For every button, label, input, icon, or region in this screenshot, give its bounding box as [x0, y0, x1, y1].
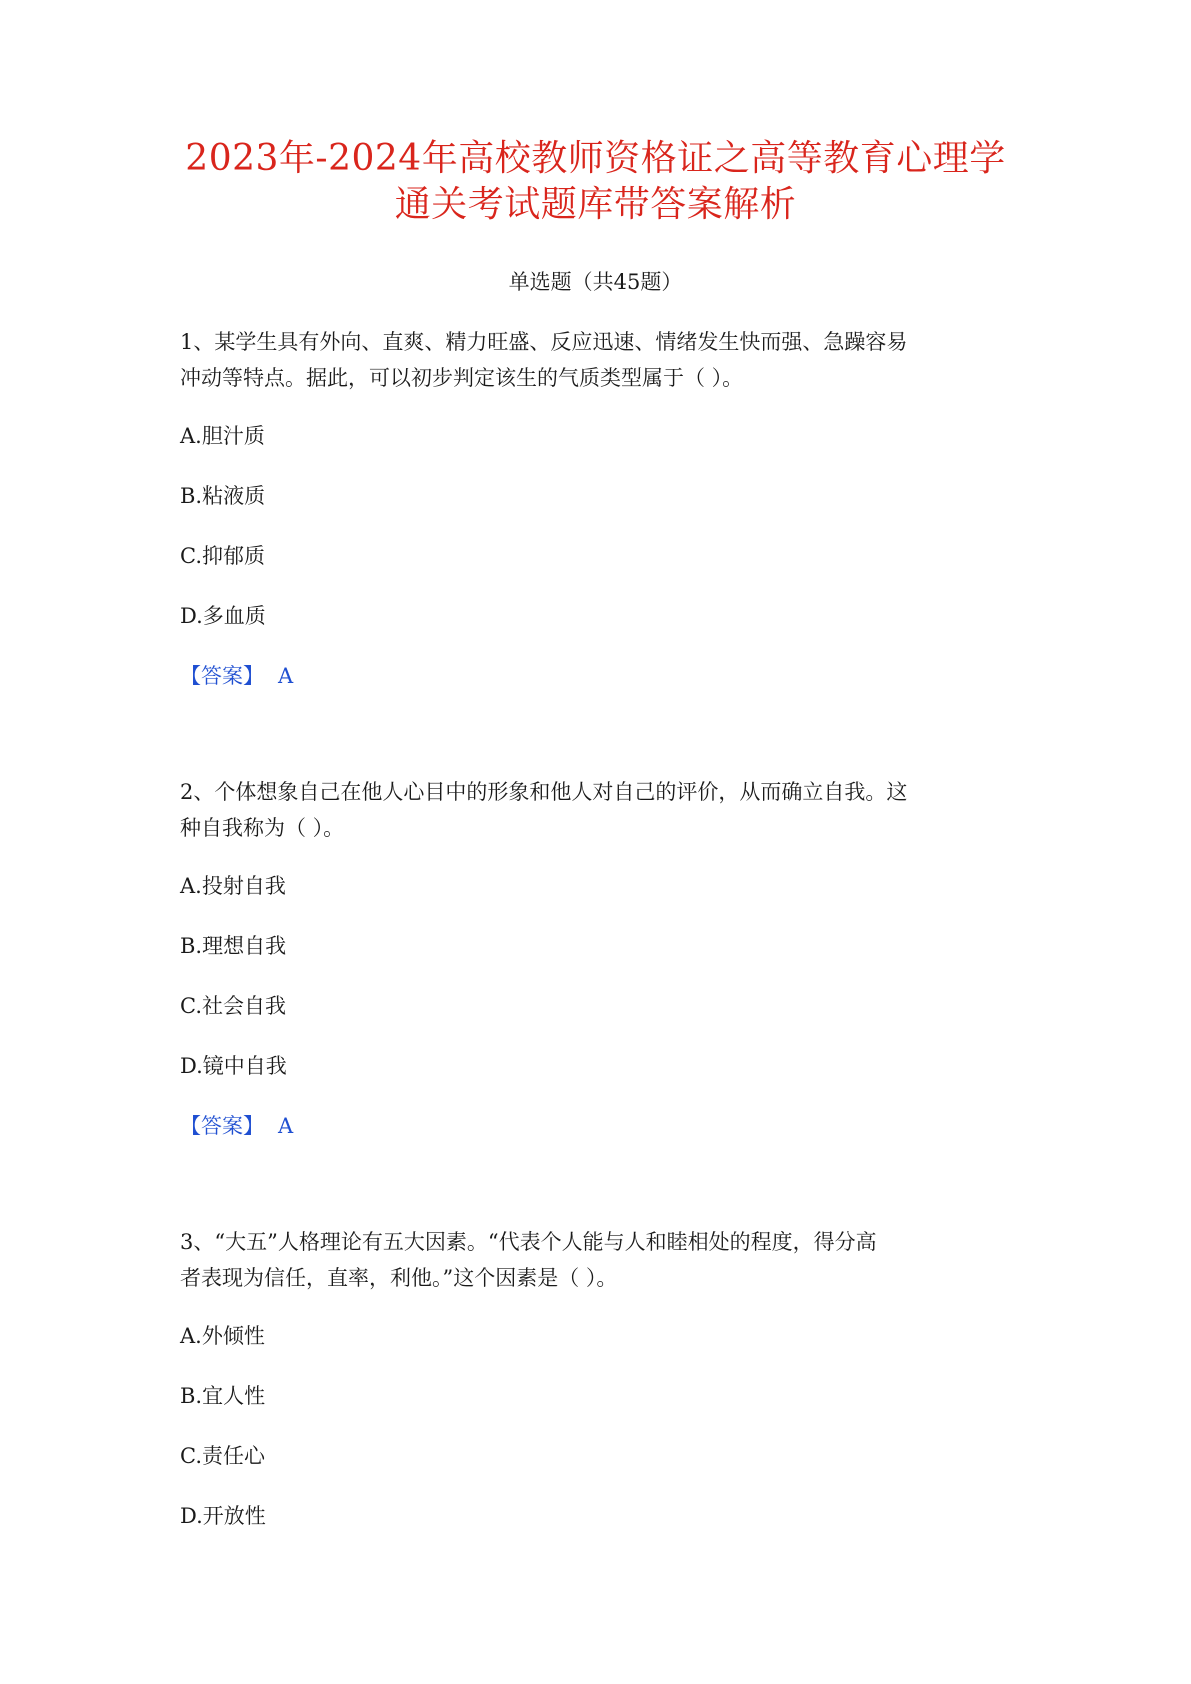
- question-1-option-c: C.抑郁质: [180, 544, 265, 568]
- question-2-option-a: A.投射自我: [180, 874, 286, 898]
- question-1-text-line1: 1、某学生具有外向、直爽、精力旺盛、反应迅速、情绪发生快而强、急躁容易: [180, 330, 908, 354]
- question-3-text-line1: 3、“大五”人格理论有五大因素。“代表个人能与人和睦相处的程度，得分高: [180, 1230, 877, 1254]
- question-1-option-b: B.粘液质: [180, 484, 266, 508]
- question-1-option-a: A.胆汁质: [180, 424, 265, 448]
- document-title-line2: 通关考试题库带答案解析: [394, 184, 797, 225]
- question-2-option-c: C.社会自我: [180, 994, 286, 1018]
- question-1-option-d: D.多血质: [180, 604, 266, 628]
- question-3-option-c: C.责任心: [180, 1444, 265, 1468]
- question-3-option-b: B.宜人性: [180, 1384, 266, 1408]
- question-2-option-d: D.镜中自我: [180, 1054, 287, 1078]
- answer-value: A: [278, 1114, 294, 1138]
- answer-label: 【答案】: [180, 1114, 264, 1138]
- question-2-text-line1: 2、个体想象自己在他人心目中的形象和他人对自己的评价，从而确立自我。这: [180, 780, 908, 804]
- question-1-text-line2: 冲动等特点。据此，可以初步判定该生的气质类型属于（ ）。: [180, 366, 744, 390]
- question-2-answer: [180, 1112, 293, 1140]
- question-1-answer: [180, 662, 293, 690]
- answer-label: 【答案】: [180, 664, 264, 688]
- question-2-option-b: B.理想自我: [180, 934, 287, 958]
- question-3-text-line2: 者表现为信任，直率，利他。”这个因素是（ ）。: [180, 1266, 618, 1290]
- document-title-line1: 2023年-2024年高校教师资格证之高等教育心理学: [185, 138, 1006, 179]
- answer-value: A: [278, 664, 294, 688]
- question-2-text-line2: 种自我称为（ ）。: [180, 816, 345, 840]
- question-3-option-d: D.开放性: [180, 1504, 266, 1528]
- section-heading: 单选题（共45题）: [508, 270, 683, 294]
- question-3-option-a: A.外倾性: [180, 1324, 265, 1348]
